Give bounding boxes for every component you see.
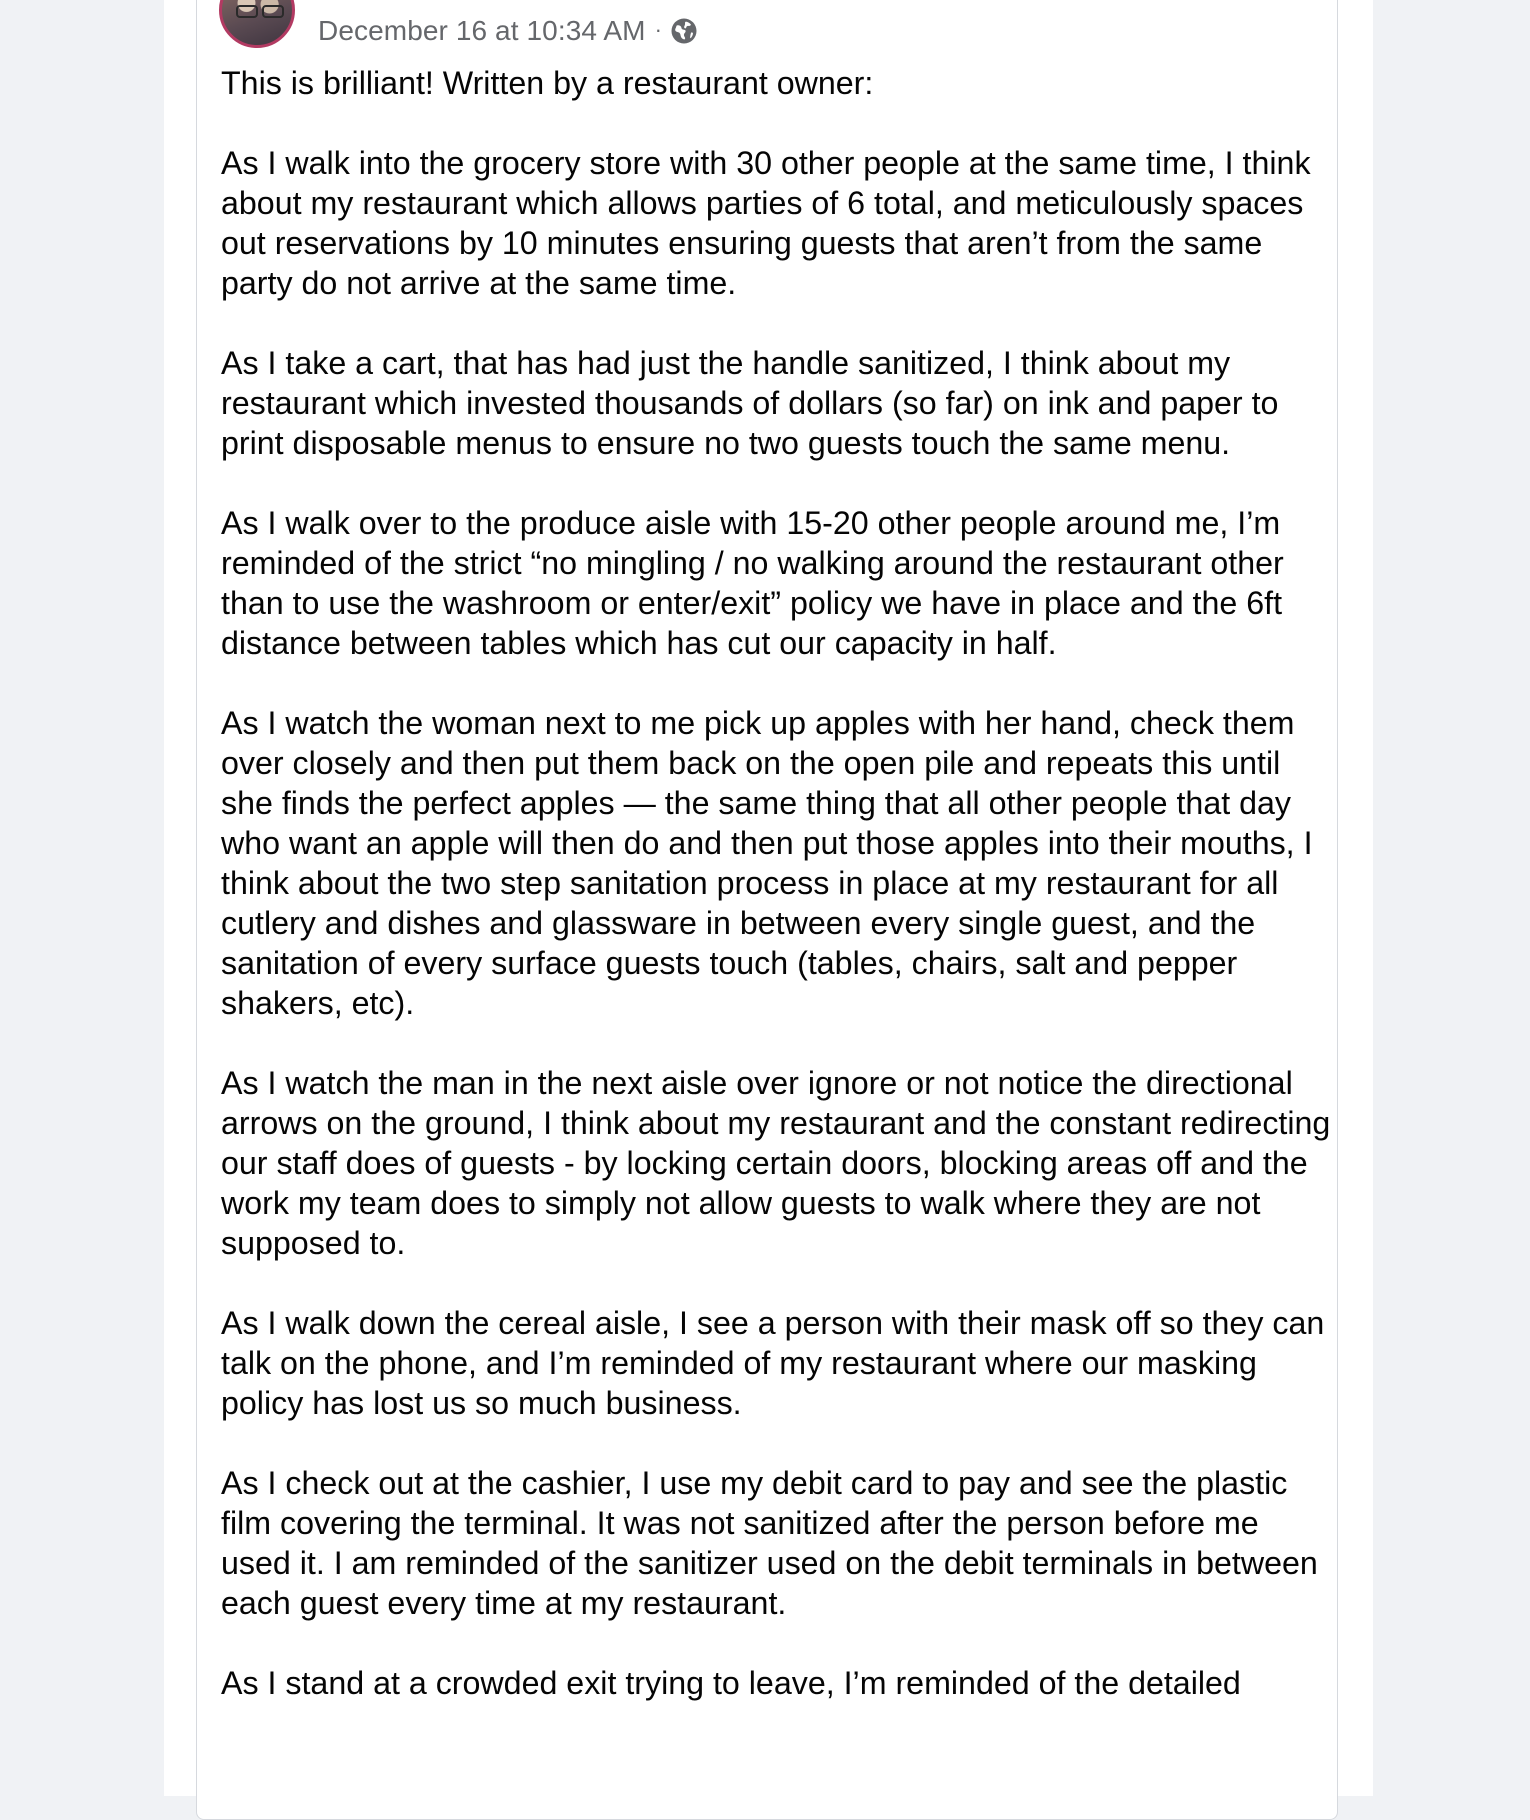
- post-paragraph: As I take a cart, that has had just the handle sanitized, I think about my restaurant which invested thousands of dollars (so far) on ink and paper to print disposable menus to ensure no two guests touch the same menu.: [221, 345, 1279, 461]
- globe-icon[interactable]: [669, 16, 699, 46]
- post-text: [221, 63, 1331, 1743]
- post-paragraph: As I stand at a crowded exit trying to leave, I’m reminded of the detailed: [221, 1665, 1241, 1701]
- post-paragraph: As I walk over to the produce aisle with 15-20 other people around me, I’m reminded of the strict “no mingling / no walking around the restaurant other than to use the washroom or enter/exit” policy we have in place and the 6ft distance between tables which has cut our capacity in half.: [221, 505, 1284, 661]
- post-paragraph: As I watch the man in the next aisle over ignore or not notice the directional arrows on the ground, I think about my restaurant and the constant redirecting our staff does of guests - by locking certain doors, blocking areas off and the work my team does to simply not allow guests to walk where they are not supposed to.: [221, 1065, 1331, 1261]
- post-paragraph: As I watch the woman next to me pick up apples with her hand, check them over closely and then put them back on the open pile and repeats this until she finds the perfect apples — the same thing that all other people that day who want an apple will then do and then put those apples into their mouths, I think about the two step sanitation process in place at my restaurant for all cutlery and dishes and glassware in between every single guest, and the sanitation of every surface guests touch (tables, chairs, salt and pepper shakers, etc).: [221, 705, 1313, 1021]
- post-paragraph: As I check out at the cashier, I use my debit card to pay and see the plastic film covering the terminal. It was not sanitized after the person before me used it. I am reminded of the sanitizer used on the debit terminals in between each guest every time at my restaurant.: [221, 1465, 1318, 1621]
- post-paragraph: As I walk down the cereal aisle, I see a person with their mask off so they can talk on the phone, and I’m reminded of my restaurant where our masking policy has lost us so much business.: [221, 1305, 1325, 1421]
- post-timestamp[interactable]: December 16 at 10:34 AM: [318, 15, 646, 46]
- post-meta: [318, 13, 699, 49]
- post-paragraph: As I walk into the grocery store with 30 other people at the same time, I think about my restaurant which allows parties of 6 total, and meticulously spaces out reservations by 10 minutes ensuring guests that aren’t from the same party do not arrive at the same time.: [221, 145, 1311, 301]
- post-paragraph: This is brilliant! Written by a restaurant owner:: [221, 65, 874, 101]
- meta-separator: ·: [654, 17, 663, 42]
